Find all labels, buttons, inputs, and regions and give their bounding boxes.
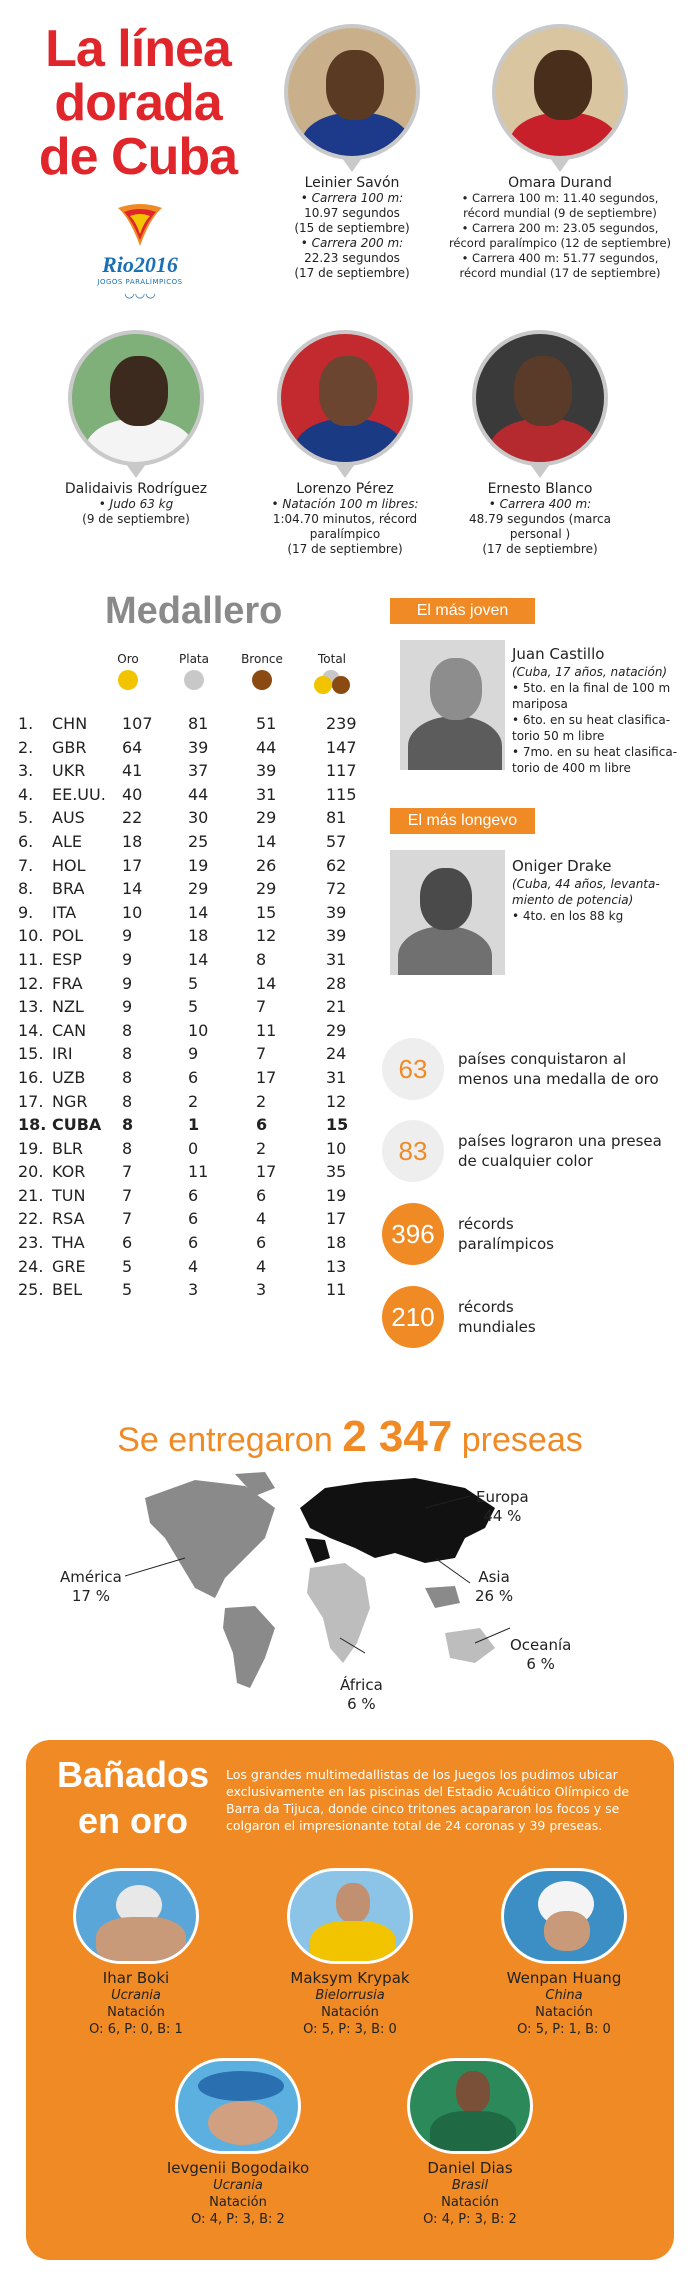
header-oro: Oro <box>98 652 158 690</box>
table-cell: 11. <box>18 949 44 969</box>
gold-intro: Los grandes multimedallistas de los Juegos los pudimos ubicar exclusivamente en las piscinas del Estadio Acuático Olímpico de Barra da Tijuca, donde cinco tritones acapararon los focos y se colgaron el impresionante total de 24 coronas y 39 preseas. <box>226 1767 630 1833</box>
table-cell: 16. <box>18 1067 44 1087</box>
table-cell: 13. <box>18 997 44 1017</box>
table-cell: 31 <box>256 784 277 804</box>
table-cell: CAN <box>52 1020 87 1040</box>
table-row <box>18 1253 358 1277</box>
table-cell: 14 <box>188 902 209 922</box>
table-cell: 6 <box>122 1233 133 1253</box>
medal-table <box>18 710 358 1300</box>
table-cell: NGR <box>52 1091 88 1111</box>
table-cell: ESP <box>52 949 82 969</box>
table-cell: 6. <box>18 831 34 851</box>
table-row <box>18 804 358 828</box>
table-row <box>18 1040 358 1064</box>
table-cell: 2. <box>18 737 34 757</box>
table-cell: 9. <box>18 902 34 922</box>
gold-title: Bañados en oro <box>56 1754 210 1841</box>
athlete-name: Ernesto Blanco <box>487 481 593 497</box>
label-oceania: Oceanía 6 % <box>510 1636 572 1673</box>
table-cell: 22 <box>122 808 143 828</box>
total-medals-icon <box>312 670 352 694</box>
table-row <box>18 922 358 946</box>
athlete-blanco: Ernesto Blanco • Carrera 400 m: 48.79 segundos (marca personal ) (17 de septiembre) <box>440 330 640 557</box>
table-cell: 6 <box>256 1185 267 1205</box>
table-cell: NZL <box>52 997 84 1017</box>
table-cell: 7 <box>256 997 267 1017</box>
table-row <box>18 1064 358 1088</box>
athlete-name: Dalidaivis Rodríguez <box>64 481 208 497</box>
table-cell: 7 <box>256 1044 267 1064</box>
table-cell: BEL <box>52 1280 82 1300</box>
table-cell: 8 <box>256 949 267 969</box>
table-cell: 6 <box>188 1209 199 1229</box>
header-total: Total <box>302 652 362 694</box>
photo-dias <box>407 2058 533 2154</box>
table-cell: 29 <box>256 879 277 899</box>
table-cell: HOL <box>52 855 86 875</box>
table-cell: 9 <box>122 997 133 1017</box>
preseas-title: Se entregaron 2 347 preseas <box>117 1412 583 1461</box>
table-cell: 8 <box>122 1138 133 1158</box>
stat-paralympic-records: 396 récords paralímpicos <box>382 1203 578 1265</box>
table-cell: 19 <box>326 1185 347 1205</box>
table-cell: 31 <box>326 949 347 969</box>
table-cell: 18 <box>122 831 143 851</box>
table-cell: 4 <box>256 1256 267 1276</box>
table-row <box>18 1088 358 1112</box>
table-cell: 62 <box>326 855 347 875</box>
youngest-name: Juan Castillo <box>512 645 605 663</box>
portrait-durand <box>492 24 628 160</box>
table-cell: FRA <box>52 973 83 993</box>
table-cell: 25. <box>18 1280 44 1300</box>
label-africa: África 6 % <box>340 1676 383 1713</box>
photo-bogodaiko <box>175 2058 301 2154</box>
athlete-name: Omara Durand <box>508 175 612 191</box>
agitos-icon: ◡◡◡ <box>124 286 156 300</box>
athlete-perez: Lorenzo Pérez • Natación 100 m libres: 1:04.70 minutos, récord paralímpico (17 de septiembre) <box>250 330 440 557</box>
table-cell: 3. <box>18 761 34 781</box>
table-cell: 19. <box>18 1138 44 1158</box>
table-cell: GRE <box>52 1256 86 1276</box>
table-cell: 37 <box>188 761 209 781</box>
table-cell: 28 <box>326 973 347 993</box>
stat-medal-countries: 83 países lograron una presea de cualquier color <box>382 1120 668 1182</box>
table-cell: 107 <box>122 714 153 733</box>
table-cell: 17. <box>18 1091 44 1111</box>
table-cell: 10 <box>122 902 143 922</box>
table-cell: 20. <box>18 1162 44 1182</box>
photo-huang <box>501 1868 627 1964</box>
table-cell: 81 <box>326 808 347 828</box>
portrait-rodriguez <box>68 330 204 466</box>
table-cell: THA <box>52 1233 85 1253</box>
table-cell: 9 <box>122 926 133 946</box>
table-cell: ALE <box>52 831 82 851</box>
table-cell: 31 <box>326 1067 347 1087</box>
athlete-durand: Omara Durand • Carrera 100 m: 11.40 segundos, récord mundial (9 de septiembre) • Carrera 200 m: 23.05 segundos, récord paralímpico (12 de septiembre) • Carrera 400 m: 51.77 segundos, récord mundial (17 de septiembre) <box>440 24 680 281</box>
table-cell: 21. <box>18 1185 44 1205</box>
table-cell: 24 <box>326 1044 347 1064</box>
table-cell: 8. <box>18 879 34 899</box>
table-cell: 25 <box>188 831 209 851</box>
table-cell: 10 <box>326 1138 347 1158</box>
table-cell: 18 <box>326 1233 347 1253</box>
table-cell: 8 <box>122 1115 134 1135</box>
header-bronce: Bronce <box>232 652 292 690</box>
table-cell: 9 <box>188 1044 199 1064</box>
rio-heart-icon <box>110 200 170 252</box>
table-cell: 11 <box>326 1280 347 1300</box>
table-cell: KOR <box>52 1162 86 1182</box>
africa-shape <box>307 1563 370 1663</box>
label-america: América 17 % <box>60 1568 122 1605</box>
table-cell: 10 <box>188 1020 209 1040</box>
photo-castillo <box>400 640 505 770</box>
table-row <box>18 781 358 805</box>
table-cell: 15 <box>326 1115 349 1135</box>
table-cell: 26 <box>256 855 277 875</box>
table-cell: 5 <box>122 1280 133 1300</box>
swimmer-dias: Daniel Dias Brasil Natación O: 4, P: 3, B: 2 <box>380 2058 560 2228</box>
table-row <box>18 734 358 758</box>
table-cell: 4 <box>256 1209 267 1229</box>
table-cell: 29 <box>188 879 209 899</box>
table-row <box>18 1017 358 1041</box>
table-row <box>18 970 358 994</box>
page-title: La línea dorada de Cuba <box>38 20 238 186</box>
bronze-medal-icon <box>252 670 272 690</box>
table-cell: 51 <box>256 714 277 733</box>
table-row <box>18 875 358 899</box>
table-cell: 3 <box>256 1280 267 1300</box>
rio2016-logo <box>85 200 195 300</box>
table-cell: 7. <box>18 855 34 875</box>
table-cell: 115 <box>326 784 357 804</box>
europe-asia-shape <box>300 1478 495 1563</box>
australia-shape <box>445 1628 495 1663</box>
table-row <box>18 1135 358 1159</box>
table-cell: 0 <box>188 1138 199 1158</box>
table-cell: 4. <box>18 784 34 804</box>
table-cell: 39 <box>326 902 347 922</box>
table-cell: 64 <box>122 737 143 757</box>
table-cell: 239 <box>326 714 357 733</box>
table-cell: 72 <box>326 879 347 899</box>
rio-wordmark: Rio2016 <box>102 252 178 277</box>
table-row <box>18 828 358 852</box>
table-cell: 13 <box>326 1256 347 1276</box>
table-cell: 18. <box>18 1115 47 1135</box>
table-cell: 5 <box>188 973 199 993</box>
swimmer-bogodaiko: Ievgenii Bogodaiko Ucrania Natación O: 4, P: 3, B: 2 <box>148 2058 328 2228</box>
table-cell: 1. <box>18 714 34 733</box>
table-cell: POL <box>52 926 84 946</box>
table-cell: EE.UU. <box>52 784 106 804</box>
table-row <box>18 946 358 970</box>
table-cell: 29 <box>326 1020 347 1040</box>
table-cell: 10. <box>18 926 44 946</box>
table-cell: 9 <box>122 973 133 993</box>
table-cell: ITA <box>52 902 77 922</box>
table-cell: 8 <box>122 1091 133 1111</box>
table-cell: 24. <box>18 1256 44 1276</box>
photo-krypak <box>287 1868 413 1964</box>
medallero-title: Medallero <box>105 590 283 632</box>
table-cell: 5. <box>18 808 34 828</box>
table-cell: 11 <box>188 1162 209 1182</box>
table-row <box>18 1182 358 1206</box>
table-cell: 6 <box>188 1067 199 1087</box>
table-cell: CUBA <box>52 1115 102 1135</box>
table-cell: 14 <box>122 879 143 899</box>
table-cell: 5 <box>188 997 199 1017</box>
table-cell: 41 <box>122 761 143 781</box>
table-cell: 8 <box>122 1020 133 1040</box>
table-cell: AUS <box>52 808 85 828</box>
table-cell: CHN <box>52 714 88 733</box>
table-cell: 117 <box>326 761 357 781</box>
rio-subtitle: JOGOS PARALÍMPICOS <box>97 278 183 286</box>
table-cell: 12 <box>256 926 277 946</box>
table-cell: 2 <box>256 1091 267 1111</box>
south-america-shape <box>223 1606 275 1688</box>
label-europa: Europa 44 % <box>476 1488 529 1525</box>
table-row <box>18 1276 358 1300</box>
table-cell: 15. <box>18 1044 44 1064</box>
table-cell: 3 <box>188 1280 199 1300</box>
table-cell: 7 <box>122 1162 133 1182</box>
table-cell: 6 <box>256 1115 268 1135</box>
table-cell: 14 <box>256 973 277 993</box>
youngest-info: Juan Castillo (Cuba, 17 años, natación) • 5to. en la final de 100 m mariposa • 6to. en su heat clasifica- torio 50 m libre • 7mo. en su heat clasifica- torio de 400 m libre <box>512 646 692 776</box>
table-cell: 57 <box>326 831 347 851</box>
table-cell: 15 <box>256 902 277 922</box>
table-cell: 8 <box>122 1044 133 1064</box>
table-cell: 39 <box>188 737 209 757</box>
oldest-tag: El más longevo <box>390 808 535 834</box>
table-cell: 5 <box>122 1256 133 1276</box>
table-row <box>18 710 358 734</box>
athlete-savon: Leinier Savón • Carrera 100 m: 10.97 segundos (15 de septiembre) • Carrera 200 m: 22.23 segundos (17 de septiembre) <box>252 24 452 281</box>
photo-boki <box>73 1868 199 1964</box>
table-cell: 30 <box>188 808 209 828</box>
table-cell: 4 <box>188 1256 199 1276</box>
table-row <box>18 757 358 781</box>
oldest-name: Oniger Drake <box>512 857 612 875</box>
table-cell: 40 <box>122 784 143 804</box>
table-cell: UKR <box>52 761 86 781</box>
table-cell: 147 <box>326 737 357 757</box>
table-cell: 6 <box>256 1233 267 1253</box>
table-row <box>18 1229 358 1253</box>
table-cell: 29 <box>256 808 277 828</box>
table-cell: 14. <box>18 1020 44 1040</box>
table-row <box>18 1111 358 1135</box>
table-cell: 8 <box>122 1067 133 1087</box>
athlete-name: Lorenzo Pérez <box>296 481 394 497</box>
table-row <box>18 993 358 1017</box>
table-cell: 7 <box>122 1185 133 1205</box>
athlete-name: Leinier Savón <box>304 175 400 191</box>
north-america-shape <box>145 1480 275 1598</box>
swimmer-krypak: Maksym Krypak Bielorrusia Natación O: 5, P: 3, B: 0 <box>260 1868 440 2038</box>
table-cell: 17 <box>122 855 143 875</box>
table-cell: 35 <box>326 1162 347 1182</box>
table-row <box>18 1205 358 1229</box>
table-cell: IRI <box>52 1044 73 1064</box>
table-cell: 44 <box>188 784 209 804</box>
stat-gold-countries: 63 países conquistaron al menos una medalla de oro <box>382 1038 668 1100</box>
portrait-blanco <box>472 330 608 466</box>
table-cell: RSA <box>52 1209 85 1229</box>
gold-medal-icon <box>118 670 138 690</box>
table-row <box>18 1158 358 1182</box>
swimmer-huang: Wenpan Huang China Natación O: 5, P: 1, B: 0 <box>474 1868 654 2038</box>
athlete-rodriguez: Dalidaivis Rodríguez • Judo 63 kg (9 de septiembre) <box>46 330 226 527</box>
table-row <box>18 899 358 923</box>
table-cell: 2 <box>188 1091 199 1111</box>
swimmer-boki: Ihar Boki Ucrania Natación O: 6, P: 0, B: 1 <box>46 1868 226 2038</box>
stat-world-records: 210 récords mundiales <box>382 1286 568 1348</box>
youngest-tag: El más joven <box>390 598 535 624</box>
table-cell: TUN <box>52 1185 86 1205</box>
table-cell: 6 <box>188 1185 199 1205</box>
photo-drake <box>390 850 505 975</box>
table-cell: 12. <box>18 973 44 993</box>
portrait-perez <box>277 330 413 466</box>
table-cell: 12 <box>326 1091 347 1111</box>
table-cell: 81 <box>188 714 209 733</box>
table-cell: 17 <box>256 1067 277 1087</box>
table-row <box>18 852 358 876</box>
world-map <box>125 1468 525 1698</box>
table-cell: 17 <box>256 1162 277 1182</box>
table-cell: 6 <box>188 1233 199 1253</box>
table-cell: 7 <box>122 1209 133 1229</box>
silver-medal-icon <box>184 670 204 690</box>
header-plata: Plata <box>164 652 224 690</box>
table-cell: 39 <box>326 926 347 946</box>
table-cell: 39 <box>256 761 277 781</box>
table-cell: 1 <box>188 1115 200 1135</box>
table-cell: 18 <box>188 926 209 946</box>
table-cell: 9 <box>122 949 133 969</box>
label-asia: Asia 26 % <box>475 1568 514 1605</box>
portrait-savon <box>284 24 420 160</box>
table-cell: 23. <box>18 1233 44 1253</box>
oldest-info: Oniger Drake (Cuba, 44 años, levanta- miento de potencia) • 4to. en los 88 kg <box>512 858 692 924</box>
table-cell: 14 <box>256 831 277 851</box>
table-cell: GBR <box>52 737 87 757</box>
table-cell: 14 <box>188 949 209 969</box>
table-cell: 22. <box>18 1209 44 1229</box>
table-cell: 19 <box>188 855 209 875</box>
table-cell: 21 <box>326 997 347 1017</box>
table-cell: BLR <box>52 1138 84 1158</box>
table-cell: 44 <box>256 737 277 757</box>
table-cell: BRA <box>52 879 85 899</box>
table-cell: 11 <box>256 1020 277 1040</box>
table-cell: 2 <box>256 1138 267 1158</box>
table-cell: 17 <box>326 1209 347 1229</box>
table-cell: UZB <box>52 1067 86 1087</box>
